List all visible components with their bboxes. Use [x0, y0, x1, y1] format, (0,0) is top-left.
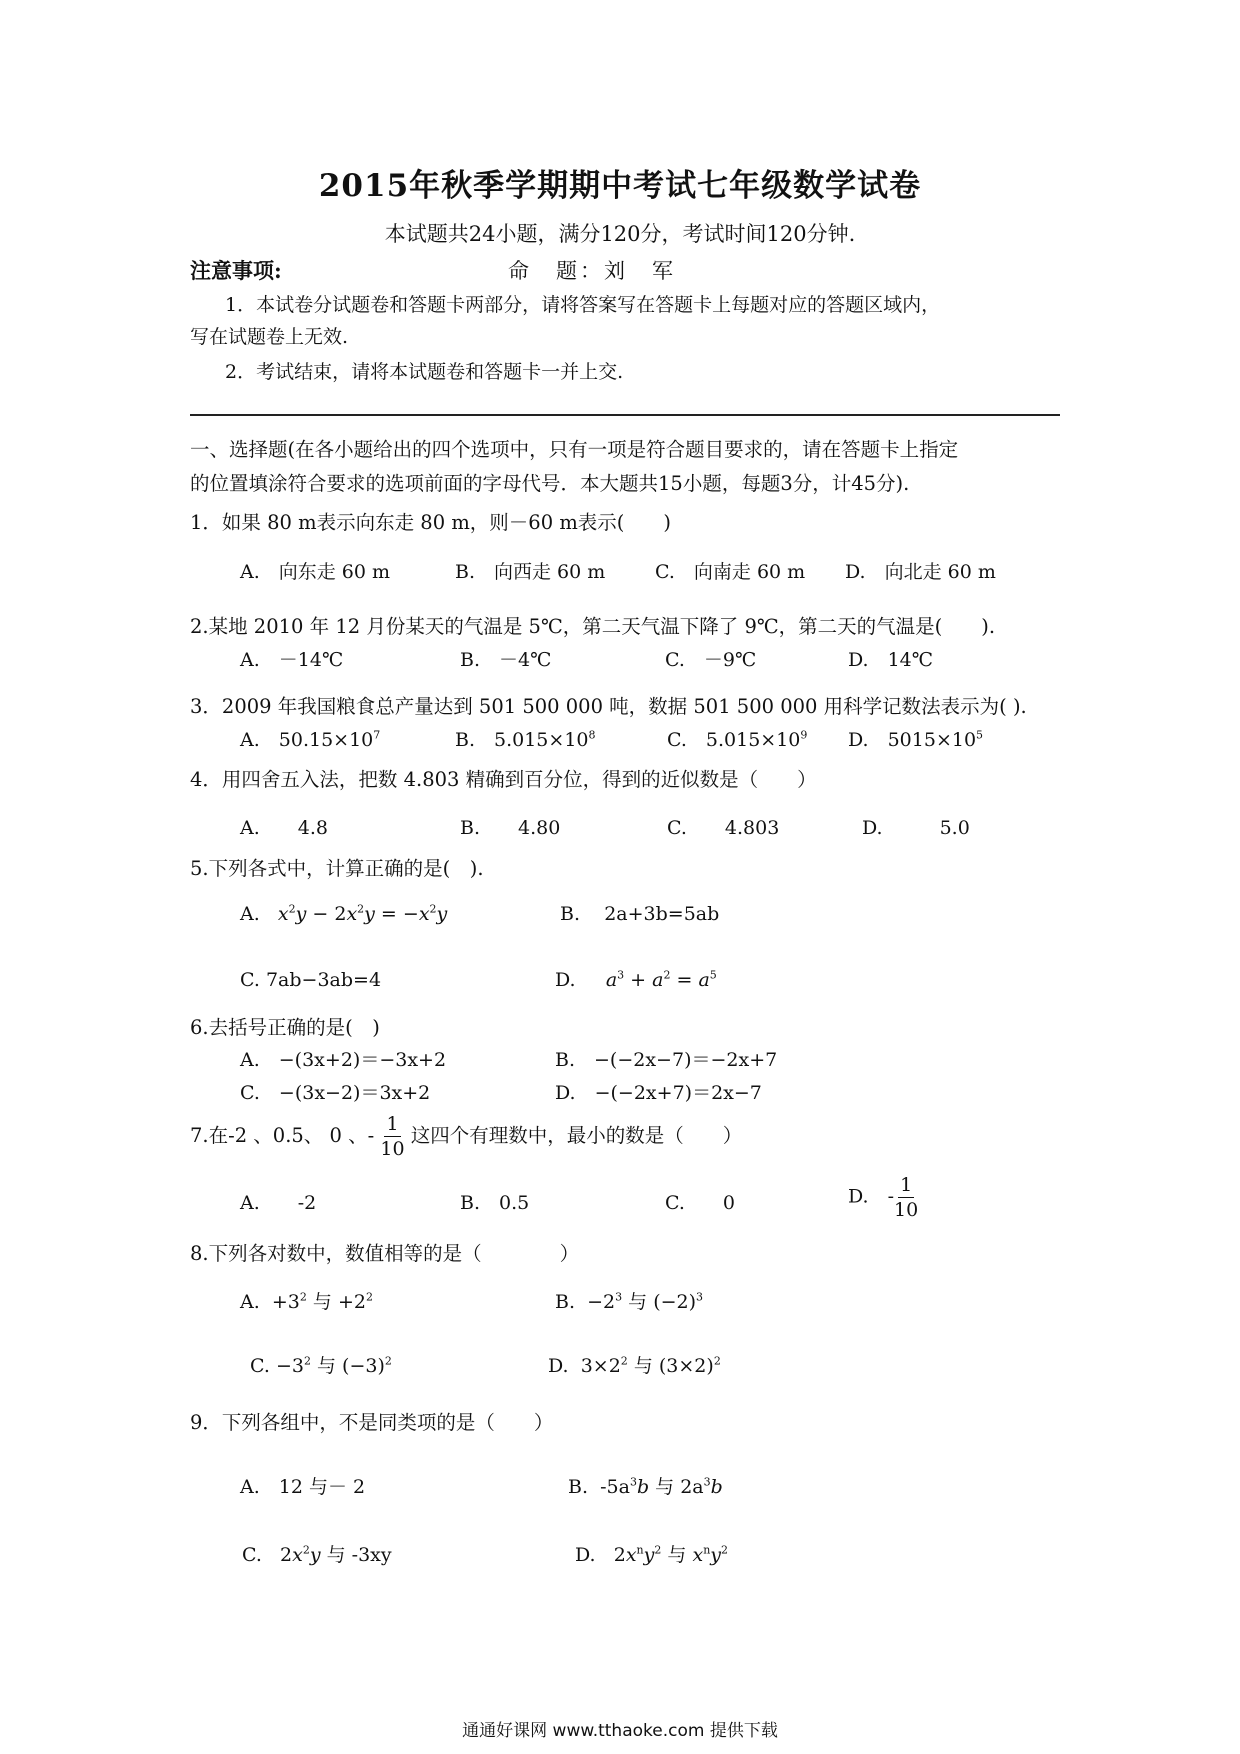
question-7-option-d: D. - $\frac{1}{10}$ — [848, 1174, 919, 1221]
section-1-instructions-line-2: 的位置填涂符合要求的选项前面的字母代号．本大题共15小题，每题3分，计45分). — [190, 472, 910, 495]
question-6-stem: 6.去括号正确的是( ) — [190, 1016, 380, 1039]
question-5-option-c: C. 7ab−3ab=4 — [240, 969, 382, 991]
question-3-option-b: B. $5.015\times 10^8$ — [455, 728, 596, 751]
question-8-stem: 8.下列各对数中，数值相等的是（ ） — [190, 1242, 580, 1265]
question-1-option-b: B. 向西走 60 m — [455, 561, 606, 583]
author-line: 命 题：刘 军 — [508, 259, 676, 283]
question-4-stem: 4．用四舍五入法，把数 4.803 精确到百分位，得到的近似数是（ ） — [190, 768, 817, 791]
question-8-option-d: D. $3\times 2^2$ 与 $(3\times 2)^2$ — [548, 1354, 721, 1377]
note-1-line-1: 1．本试卷分试题卷和答题卡两部分，请将答案写在答题卡上每题对应的答题区域内， — [225, 294, 941, 316]
question-3-option-c: C. $5.015\times 10^9$ — [667, 728, 808, 751]
question-8-option-b: B. $-2^3$ 与 $(-2)^3$ — [555, 1290, 704, 1313]
note-1-line-2: 写在试题卷上无效. — [190, 326, 349, 348]
question-2-stem: 2.某地 2010 年 12 月份某天的气温是 5℃，第二天气温下降了 9℃，第二天的气温是( ). — [190, 615, 996, 638]
question-1-option-c: C. 向南走 60 m — [655, 561, 806, 583]
footer-credit: 通通好课网 www.tthaoke.com 提供下载 — [462, 1721, 778, 1741]
question-2-option-b: B. －4℃ — [460, 649, 552, 671]
question-6-option-a: A. −(3x+2)＝−3x+2 — [240, 1049, 447, 1071]
question-3-option-d: D. $5015\times 10^5$ — [848, 728, 984, 751]
question-1-option-d: D. 向北走 60 m — [845, 561, 996, 583]
question-4-option-b: B. 4.80 — [460, 817, 561, 839]
question-9-option-a: A. 12 与－ 2 — [240, 1476, 366, 1498]
exam-title: 2015年秋季学期期中考试七年级数学试卷 — [318, 168, 922, 204]
question-6-option-d: D. −(−2x+7)＝2x−7 — [555, 1082, 762, 1104]
question-8-option-a: A. $+3^2$ 与 $+2^2$ — [240, 1290, 373, 1313]
question-7-option-a: A. -2 — [240, 1192, 317, 1214]
question-5-stem: 5.下列各式中，计算正确的是( ). — [190, 857, 484, 880]
question-7-option-b: B. 0.5 — [460, 1192, 530, 1214]
question-3-stem: 3．2009 年我国粮食总产量达到 501 500 000 吨，数据 501 500 000 用科学记数法表示为( ). — [190, 695, 1027, 718]
question-9-stem: 9．下列各组中，不是同类项的是（ ） — [190, 1411, 554, 1434]
question-7-option-c: C. 0 — [665, 1192, 735, 1214]
question-7-stem: 7.在-2 、0.5、 0 、- $\frac{1}{10}$ 这四个有理数中，最小的数是（ ） — [190, 1113, 743, 1160]
question-1-option-a: A. 向东走 60 m — [240, 561, 391, 583]
question-8-option-c: C. $-3^2$ 与 $(-3)^2$ — [250, 1354, 392, 1377]
fraction: $\frac{1}{10}$ — [380, 1113, 405, 1160]
note-2: 2．考试结束，请将本试题卷和答题卡一并上交. — [225, 361, 624, 383]
question-4-option-a: A. 4.8 — [240, 817, 328, 839]
header-divider — [190, 414, 1060, 416]
section-1-instructions-line-1: 一、选择题(在各小题给出的四个选项中，只有一项是符合题目要求的，请在答题卡上指定 — [190, 438, 959, 461]
question-4-option-d: D. 5.0 — [862, 817, 970, 839]
question-5-option-b: B. 2a+3b=5ab — [560, 903, 720, 925]
question-9-option-c: C. $2x^2y$ 与 -3xy — [242, 1543, 392, 1566]
question-5-option-d: D. $a^3 + a^2 = a^5$ — [555, 968, 717, 991]
question-9-option-b: B. $-5a^3b$ 与 $2a^3b$ — [568, 1475, 723, 1498]
question-2-option-a: A. －14℃ — [240, 649, 344, 671]
question-2-option-c: C. －9℃ — [665, 649, 757, 671]
question-5-option-a: A. $x^2y - 2x^2y = -x^2y$ — [240, 902, 448, 925]
exam-subtitle: 本试题共24小题，满分120分，考试时间120分钟. — [384, 222, 856, 246]
question-1-stem: 1．如果 80 m表示向东走 80 m，则－60 m表示( ) — [190, 511, 672, 534]
question-2-option-d: D. 14℃ — [848, 649, 934, 671]
question-9-option-d: D. $2x^ny^2$ 与 $x^ny^2$ — [575, 1543, 729, 1566]
question-6-option-c: C. −(3x−2)＝3x+2 — [240, 1082, 431, 1104]
question-3-option-a: A. $50.15\times 10^7$ — [240, 728, 381, 751]
question-6-option-b: B. −(−2x−7)＝−2x+7 — [555, 1049, 778, 1071]
notes-label: 注意事项: — [190, 258, 282, 283]
question-4-option-c: C. 4.803 — [667, 817, 780, 839]
